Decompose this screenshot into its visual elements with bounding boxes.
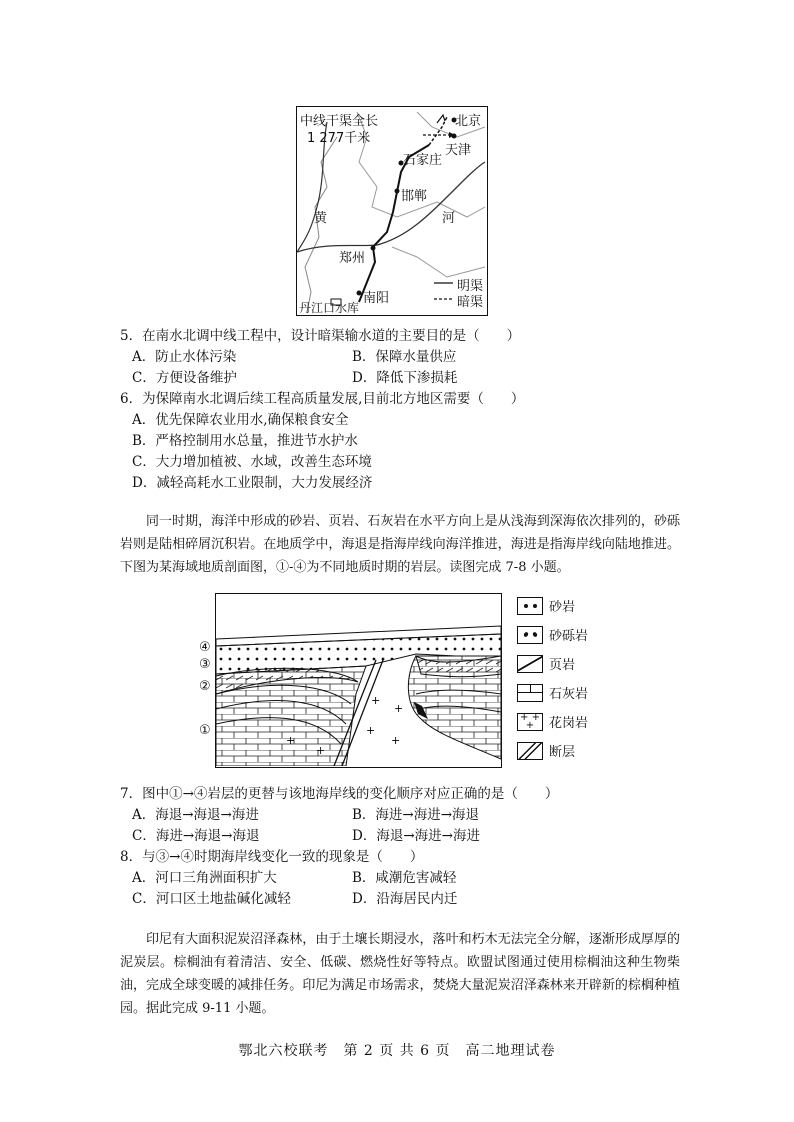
legend-limestone [517, 681, 588, 704]
map-label-total: 中线干渠全长 [300, 114, 379, 129]
granite-icon: + + + [517, 713, 543, 731]
q8-stem: 8．与③→④时期海岸线变化一致的现象是（ ） [120, 849, 424, 865]
svg-text:+: + [391, 734, 401, 747]
legend-label: 花岗岩 [549, 716, 589, 731]
q8-option-a: A．河口三角洲面积扩大 [132, 870, 277, 886]
passage-palm-oil: 印尼有大面积泥炭沼泽森林，由于土壤长期浸水，落叶和朽木无法完全分解，逐渐形成厚厚的泥炭层。棕榈油有着清洁、安全、低碳、燃烧性好等特点。欧盟试图通过使用棕榈油这种生物柴油，完成全球变暖的减排任务。印尼为满足市场需求，焚烧大量泥炭沼泽森林来开辟新的棕榈种植园。据此完成 9-11 小题。 [120, 932, 680, 1016]
legend-conglomerate [517, 623, 588, 646]
water-diversion-map [296, 106, 488, 316]
q5-option-a: A．防止水体污染 [132, 349, 237, 365]
svg-text:+: + [316, 744, 326, 757]
q6-stem: 6．为保障南水北调后续工程高质量发展,目前北方地区需要（ ） [120, 391, 525, 407]
tianjin-dot [452, 134, 457, 139]
map-label-he: 河 [442, 211, 456, 226]
layer-label-1: ① [199, 723, 211, 738]
layer-label-4: ④ [199, 640, 211, 655]
q8-option-d: D．沿海居民内迁 [352, 891, 458, 907]
map-label-huang: 黄 [314, 211, 328, 226]
q6-option-a: A．优先保障农业用水,确保粮食安全 [132, 412, 349, 428]
q6-option-d: D．减轻高耗水工业限制，大力发展经济 [132, 475, 373, 491]
map-label-beijing: 北京 [455, 114, 482, 129]
map-label-shijiazhuang: 石家庄 [403, 153, 443, 168]
q7-stem: 7．图中①→④岩层的更替与该地海岸线的变化顺序对应正确的是（ ） [120, 786, 559, 802]
q8-option-c: C．河口区土地盐碱化减轻 [132, 891, 291, 907]
legend-label: 断层 [549, 745, 576, 760]
geology-svg [216, 594, 501, 766]
passage-geology: 同一时期，海洋中形成的砂岩、页岩、石灰岩在水平方向上是从浅海到深海依次排列的，砂砾岩则是陆相碎屑沉积岩。在地质学中，海退是指海岸线向海洋推进，海进是指海岸线向陆地推进。下图为某海域地质剖面图，①-④为不同地质时期的岩层。读图完成 7-8 小题。 [120, 514, 680, 575]
map-label-zhengzhou: 郑州 [339, 251, 366, 266]
q6-option-c: C．大力增加植被、水域，改善生态环境 [132, 454, 372, 470]
q5-option-b: B．保障水量供应 [352, 349, 457, 365]
svg-text:+: + [366, 724, 376, 737]
shale-icon [517, 655, 543, 673]
map-label-length: 1 277千米 [307, 131, 371, 146]
boundary-south [392, 247, 485, 277]
q5-stem: 5．在南水北调中线工程中，设计暗渠输水道的主要目的是（ ） [120, 328, 521, 344]
q5-option-c: C．方便设备维护 [132, 370, 237, 386]
q8-option-b: B．咸潮危害减轻 [352, 870, 457, 886]
limestone-icon [517, 684, 543, 702]
conglomerate-icon [517, 626, 543, 644]
q6-option-b: B．严格控制用水总量，推进节水护水 [132, 433, 358, 449]
map-label-danjiangkou: 丹江口水库 [299, 301, 360, 315]
legend-label: 页岩 [549, 658, 576, 673]
q7-option-d: D．海退→海进→海进 [352, 828, 480, 844]
map-legend-hidden: 暗渠 [457, 295, 484, 310]
layer-label-2: ② [199, 679, 211, 694]
legend-shale [517, 652, 588, 675]
svg-text:+: + [371, 694, 381, 707]
q7-option-b: B．海进→海进→海退 [352, 807, 480, 823]
geology-legend [517, 594, 588, 762]
map-label-nanyang: 南阳 [363, 291, 390, 306]
legend-label: 石灰岩 [549, 687, 589, 702]
legend-granite [517, 710, 588, 733]
map-legend-open: 明渠 [457, 279, 484, 294]
page-footer: 鄂北六校联考 第 2 页 共 6 页 高二地理试卷 [238, 1043, 556, 1059]
svg-text:+: + [394, 702, 404, 715]
legend-label: 砂岩 [549, 600, 576, 615]
fault-icon [517, 742, 543, 760]
map-label-handan: 邯郸 [401, 189, 428, 204]
map-label-tianjin: 天津 [445, 143, 472, 158]
zhengzhou-dot [371, 246, 376, 251]
svg-text:+: + [286, 734, 296, 747]
q7-option-c: C．海进→海退→海退 [132, 828, 260, 844]
legend-fault [517, 739, 588, 762]
sandstone-icon [517, 597, 543, 615]
layer-label-3: ③ [199, 657, 211, 672]
handan-dot [395, 189, 400, 194]
legend-sandstone [517, 594, 588, 617]
nanyang-dot [357, 291, 362, 296]
geology-section [215, 593, 502, 768]
legend-label: 砂砾岩 [549, 629, 589, 644]
q5-option-d: D．降低下渗损耗 [352, 370, 458, 386]
q7-option-a: A．海退→海退→海进 [132, 807, 259, 823]
